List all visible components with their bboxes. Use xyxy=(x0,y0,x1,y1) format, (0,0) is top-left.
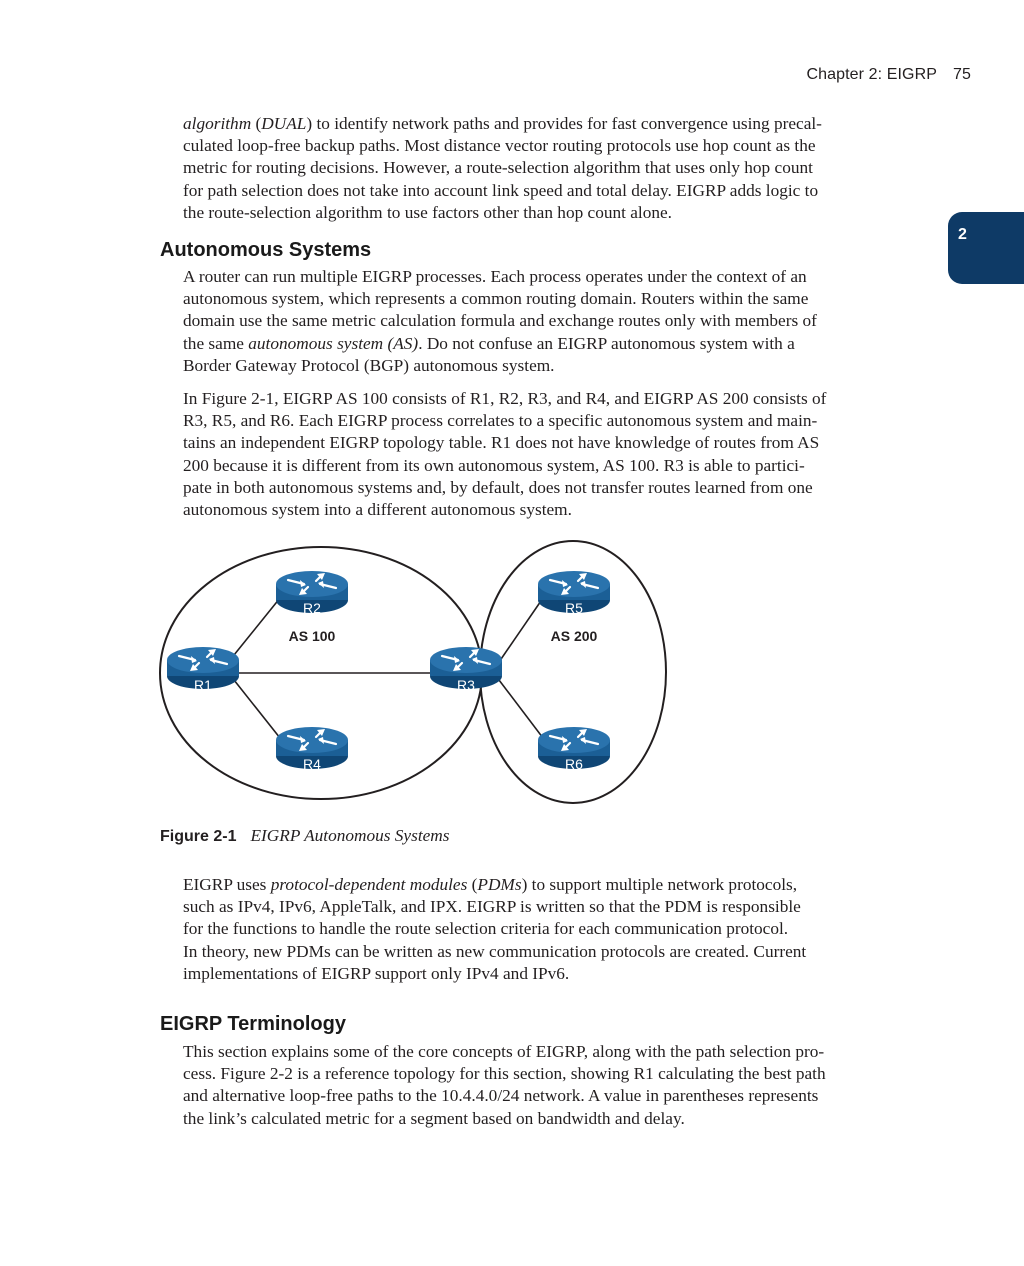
text-run: ) to identify network paths and provides for fast convergence using precal- xyxy=(306,114,822,133)
router-label-r4: R4 xyxy=(303,756,321,772)
term-pdm: protocol-dependent modules xyxy=(270,875,468,894)
text-line: In theory, new PDMs can be written as new communication protocols are created. Current xyxy=(183,941,807,961)
router-label-r3: R3 xyxy=(457,677,475,693)
text-line: the link’s calculated metric for a segment based on bandwidth and delay. xyxy=(183,1108,685,1128)
text-line: pate in both autonomous systems and, by default, does not transfer routes learned from one xyxy=(183,477,813,497)
term-autonomous-system: autonomous system (AS) xyxy=(248,333,419,353)
as-label-200: AS 200 xyxy=(550,628,598,644)
text-line: autonomous system, which represents a common routing domain. Routers within the same xyxy=(183,289,809,309)
text-line: In Figure 2-1, EIGRP AS 100 consists of R1, R2, R3, and R4, and EIGRP AS 200 consists of xyxy=(183,389,827,408)
text-run: ) to support multiple network protocols, xyxy=(521,875,798,894)
text-line: for path selection does not take into account link speed and total delay. EIGRP adds logic to xyxy=(183,180,819,200)
text-line: for the functions to handle the route selection criteria for each communication protocol. xyxy=(183,919,789,939)
running-head xyxy=(806,66,971,84)
chapter-tab xyxy=(948,212,1024,284)
router-label-r5: R5 xyxy=(565,600,583,616)
text-line: R3, R5, and R6. Each EIGRP process correlates to a specific autonomous system and main- xyxy=(183,411,818,431)
link-r3-r5 xyxy=(499,598,543,662)
autonomous-paragraph-1 xyxy=(183,266,883,377)
text-line: and alternative loop-free paths to the 10.4.4.0/24 network. A value in parentheses represents xyxy=(183,1086,819,1106)
page-number: 75 xyxy=(953,66,971,83)
text-run: EIGRP uses xyxy=(183,875,271,894)
figure-caption xyxy=(160,826,450,846)
text-line: such as IPv4, IPv6, AppleTalk, and IPX. EIGRP is written so that the PDM is responsible xyxy=(183,897,801,917)
text-run: . Do not confuse an EIGRP autonomous system with a xyxy=(418,333,795,353)
link-r3-r6 xyxy=(499,680,543,738)
figure-title: EIGRP Autonomous Systems xyxy=(250,826,450,845)
router-label-r1: R1 xyxy=(194,677,212,693)
text-line: implementations of EIGRP support only IPv4 and IPv6. xyxy=(183,963,570,983)
terminology-paragraph-1 xyxy=(183,1041,883,1130)
pdm-paragraph xyxy=(183,874,883,985)
text-line: metric for routing decisions. However, a route-selection algorithm that uses only hop count xyxy=(183,158,813,178)
text-line: autonomous system into a different autonomous system. xyxy=(183,500,572,520)
link-r1-r2 xyxy=(234,598,280,655)
text-run: the same xyxy=(183,333,249,353)
text-run: ( xyxy=(251,114,262,133)
router-label-r2: R2 xyxy=(303,600,321,616)
term-algorithm: algorithm xyxy=(183,114,252,133)
term-pdms: PDMs xyxy=(477,875,522,894)
intro-paragraph xyxy=(183,113,883,224)
text-line: the route-selection algorithm to use factors other than hop count alone. xyxy=(183,202,673,222)
term-dual: DUAL xyxy=(261,114,307,133)
text-line: culated loop-free backup paths. Most distance vector routing protocols use hop count as the xyxy=(183,136,816,156)
network-diagram xyxy=(155,538,675,808)
text-run: ( xyxy=(467,875,478,894)
chapter-title: Chapter 2: EIGRP xyxy=(806,66,937,83)
text-line: 200 because it is different from its own autonomous system, AS 100. R3 is able to partici- xyxy=(183,455,805,475)
section-heading-autonomous-systems: Autonomous Systems xyxy=(160,239,372,261)
figure-number: Figure 2-1 xyxy=(160,828,237,845)
text-line: cess. Figure 2-2 is a reference topology for this section, showing R1 calculating the best path xyxy=(183,1064,826,1084)
link-r1-r4 xyxy=(234,680,280,738)
router-label-r6: R6 xyxy=(565,756,583,772)
text-line: tains an independent EIGRP topology table. R1 does not have knowledge of routes from AS xyxy=(183,433,820,453)
section-heading-eigrp-terminology: EIGRP Terminology xyxy=(160,1013,346,1035)
as-label-100: AS 100 xyxy=(288,628,336,644)
autonomous-paragraph-2 xyxy=(183,388,883,521)
text-line: A router can run multiple EIGRP processes. Each process operates under the context of an xyxy=(183,267,807,286)
text-line: Border Gateway Protocol (BGP) autonomous system. xyxy=(183,355,555,375)
text-line: domain use the same metric calculation formula and exchange routes only with members of xyxy=(183,311,817,331)
figure-eigrp-autonomous-systems xyxy=(155,538,675,808)
chapter-tab-label: 2 xyxy=(958,226,967,243)
text-line: This section explains some of the core concepts of EIGRP, along with the path selection pro- xyxy=(183,1042,825,1061)
